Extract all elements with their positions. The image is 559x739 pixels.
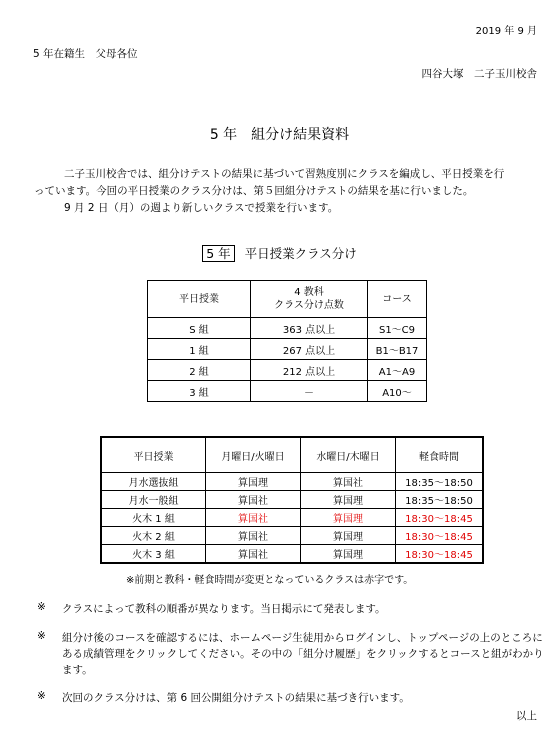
snack-time-cell: 18:35～18:50 [396, 491, 484, 509]
intro-line-1: 二子玉川校舎では、組分けテストの結果に基づいて習熟度別にクラスを編成し、平日授業を行 [64, 168, 505, 180]
class-cell: 2 組 [148, 360, 251, 381]
header-cell: 軽食時間 [396, 437, 484, 473]
class-table-title-text: 平日授業クラス分け [244, 246, 357, 261]
note-1: クラスによって教科の順番が異なります。当日掲示にて発表します。 [62, 603, 386, 615]
intro-line-3: 9 月 2 日（月）の週より新しいクラスで授業を行います。 [64, 202, 339, 214]
table-row [148, 318, 427, 339]
class-cell: 月水一般組 [101, 491, 206, 509]
document-title: 5 年 組分け結果資料 [209, 127, 350, 143]
snack-time-cell: 18:30～18:45 [396, 509, 484, 527]
sender: 四谷大塚 二子玉川校舎 [421, 68, 537, 80]
header-cell: 水曜日/木曜日 [301, 437, 396, 473]
header-line: クラス分け点数 [274, 300, 344, 311]
note-mark: ※ [37, 601, 46, 613]
table-row [148, 360, 427, 381]
score-cell: 363 点以上 [251, 318, 368, 339]
wed-thu-cell: 算国社 [301, 473, 396, 491]
header-cell: 平日授業 [101, 437, 206, 473]
wed-thu-cell: 算国理 [301, 527, 396, 545]
mon-tue-cell: 算国社 [206, 491, 301, 509]
class-cell: 1 組 [148, 339, 251, 360]
wed-thu-cell: 算国理 [301, 491, 396, 509]
class-cell: 3 組 [148, 381, 251, 402]
header-line: 4 教科 [294, 287, 324, 298]
document-date: 2019 年 9 月 [475, 26, 537, 37]
table-row [148, 381, 427, 402]
table-row [148, 339, 427, 360]
snack-time-cell: 18:35～18:50 [396, 473, 484, 491]
class-table-title [0, 244, 559, 262]
table-row [101, 473, 483, 491]
snack-time-cell: 18:30～18:45 [396, 545, 484, 564]
course-cell: A10～ [368, 381, 427, 402]
class-cell: 火木 1 組 [101, 509, 206, 527]
class-cell: 月水選抜組 [101, 473, 206, 491]
header-cell: 月曜日/火曜日 [206, 437, 301, 473]
table-row [101, 545, 483, 564]
note-2: 組分け後のコースを確認するには、ホームページ生徒用からログインし、トップページの上のところにある成績管理をクリックしてください。その中の「組分け履歴」をクリックするとコースと組がわかります。 [62, 632, 544, 676]
header-cell: コース [368, 281, 427, 318]
closing-mark: 以上 [516, 710, 537, 722]
table-footnote: ※前期と教科・軽食時間が変更となっているクラスは赤字です。 [126, 575, 414, 586]
intro-line-2: っています。今回の平日授業のクラス分けは、第５回組分けテストの結果を基に行いました。 [34, 185, 474, 197]
schedule-table [100, 436, 484, 564]
mon-tue-cell: 算国社 [206, 527, 301, 545]
table-header-row [101, 437, 483, 473]
score-cell: － [251, 381, 368, 402]
mon-tue-cell: 算国理 [206, 473, 301, 491]
note-mark: ※ [37, 630, 46, 642]
wed-thu-cell: 算国理 [301, 509, 396, 527]
course-cell: B1～B17 [368, 339, 427, 360]
table-row [101, 527, 483, 545]
addressee: 5 年在籍生 父母各位 [33, 48, 138, 60]
course-cell: A1～A9 [368, 360, 427, 381]
class-cell: 火木 3 組 [101, 545, 206, 564]
table-row [101, 509, 483, 527]
mon-tue-cell: 算国社 [206, 545, 301, 564]
score-cell: 267 点以上 [251, 339, 368, 360]
note-3: 次回のクラス分けは、第 6 回公開組分けテストの結果に基づき行います。 [62, 692, 410, 704]
grade-box: 5 年 [202, 245, 234, 262]
header-cell: 平日授業 [148, 281, 251, 318]
class-cell: 火木 2 組 [101, 527, 206, 545]
class-score-table [147, 280, 427, 402]
score-cell: 212 点以上 [251, 360, 368, 381]
wed-thu-cell: 算国理 [301, 545, 396, 564]
note-mark: ※ [37, 690, 46, 702]
class-cell: S 組 [148, 318, 251, 339]
intro-paragraph [34, 166, 534, 217]
course-cell: S1～C9 [368, 318, 427, 339]
header-cell [251, 281, 368, 318]
table-row [101, 491, 483, 509]
snack-time-cell: 18:30～18:45 [396, 527, 484, 545]
mon-tue-cell: 算国社 [206, 509, 301, 527]
table-header-row [148, 281, 427, 318]
